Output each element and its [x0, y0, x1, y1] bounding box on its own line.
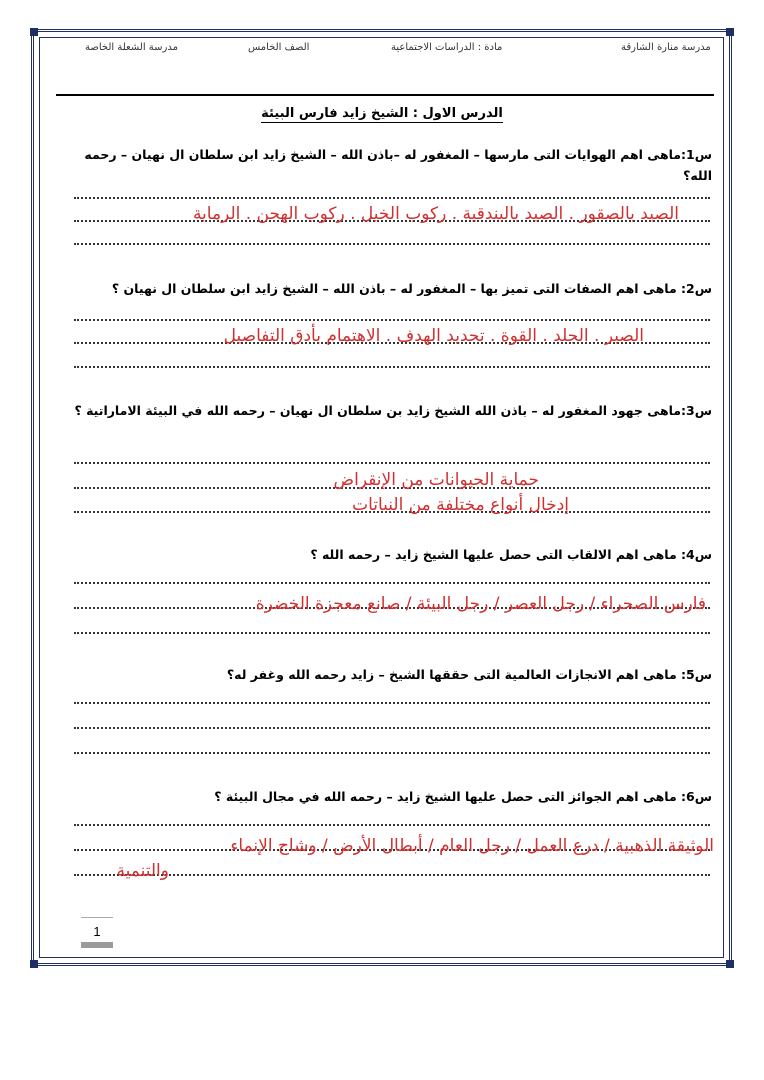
answer-6-line-2: والتنمية — [116, 861, 169, 881]
answer-line — [74, 702, 710, 704]
question-4: س4: ماهى اهم الالقاب التى حصل عليها الشيخ زايد – رحمه الله ؟ — [310, 547, 712, 562]
answer-line — [74, 727, 710, 729]
page-number: 1 — [81, 917, 113, 939]
school-name-right: مدرسة منارة الشارقة — [621, 42, 711, 53]
answer-3-line-2: إدخال أنواع مختلفة من النباتات — [352, 495, 569, 515]
page-header — [60, 42, 720, 58]
answer-line — [74, 752, 710, 754]
answer-line — [74, 366, 710, 368]
question-3: س3:ماهى جهود المغفور له – باذن الله الشيخ زايد بن سلطان ال نهيان – رحمه الله في البيئة الاماراتية ؟ — [74, 403, 712, 418]
school-name-left: مدرسة الشعلة الخاصة — [85, 42, 178, 53]
answer-6-line-1: الوثيقة الذهبية / درع العمل / رجل العام / أبطال الأرض / وشاح الإنماء — [230, 836, 714, 856]
border-corner — [726, 960, 734, 968]
border-corner — [30, 960, 38, 968]
question-2: س2: ماهى اهم الصفات التى تميز بها – المغفور له – باذن الله – الشيخ زايد ابن سلطان ال نهيان ؟ — [111, 281, 712, 296]
answer-line — [74, 582, 710, 584]
answer-2-line-1: الصبر . الجلد . القوة . تحديد الهدف . الاهتمام بأدق التفاصيل — [223, 326, 644, 346]
answer-line — [74, 874, 710, 876]
answer-line — [74, 462, 710, 464]
border-corner — [30, 28, 38, 36]
grade-label: الصف الخامس — [248, 42, 310, 53]
question-5: س5: ماهى اهم الانجازات العالمية التى حققها الشيخ – زايد رحمه الله وغفر له؟ — [226, 667, 712, 682]
answer-line — [74, 824, 710, 826]
answer-1-line-1: الصيد بالصقور . الصيد بالبندقية . ركوب الخيل . ركوب الهجن . الرماية — [192, 204, 679, 224]
subject-label: مادة : الدراسات الاجتماعية — [391, 42, 503, 53]
answer-4-line-1: فارس الصحراء / رجل العصر / رجل البيئة / صانع معجزة الخضرة — [255, 594, 706, 614]
question-6: س6: ماهى اهم الجوائز التى حصل عليها الشيخ زايد – رحمه الله في مجال البيئة ؟ — [214, 789, 712, 804]
answer-line — [74, 632, 710, 634]
answer-line — [74, 319, 710, 321]
header-divider — [56, 94, 714, 96]
border-corner — [726, 28, 734, 36]
answer-3-line-1: حماية الحيوانات من الإنقراض — [333, 470, 539, 490]
question-1: س1:ماهى اهم الهوايات التى مارسها – المغفور له –باذن الله – الشيخ زايد ابن سلطان ال نهيان – رحمه الله؟ — [84, 147, 712, 183]
lesson-title: الدرس الاول : الشيخ زايد فارس البيئة — [261, 106, 503, 121]
answer-line — [74, 243, 710, 245]
page-number-bar — [81, 942, 113, 948]
answer-line — [74, 197, 710, 199]
